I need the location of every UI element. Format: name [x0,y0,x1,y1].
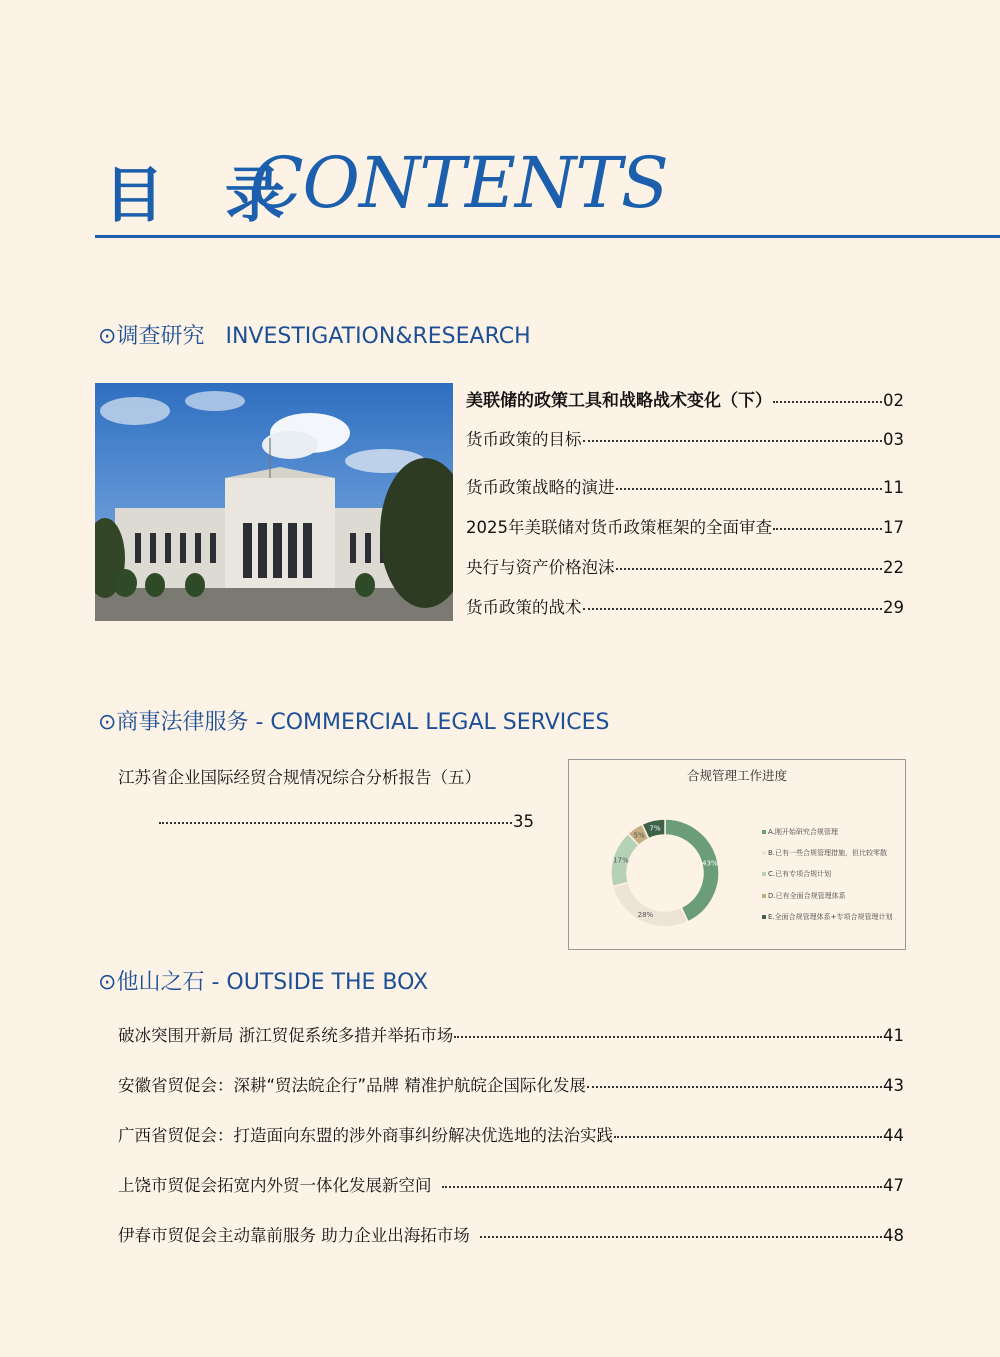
title-divider [95,235,1000,238]
legend-swatch [762,872,766,876]
donut-slice-label: 7% [649,824,661,833]
toc-item[interactable]: 2025年美联储对货币政策框架的全面审查 17 [466,518,904,537]
section-title-cn: 商事法律服务 [116,710,249,735]
legend-item [762,891,846,901]
section-title-en: - OUTSIDE THE BOX [204,970,429,995]
section-title-cn: 他山之石 [116,970,205,995]
section-heading-legal [98,705,609,736]
circle-dot-icon: ⊙ [98,710,117,735]
legend-item [762,869,831,879]
legend-label: E.全面合规管理体系+专项合规管理计划 [768,913,893,921]
donut-slice-label: 43% [702,859,718,868]
legend-label: B.已有一些合规管理措施，但比较零散 [768,849,888,857]
toc-item[interactable]: 央行与资产价格泡沫 22 [466,558,904,577]
toc-item[interactable]: 破冰突围开新局 浙江贸促系统多措并举拓市场 41 [118,1026,904,1045]
legend-item [762,848,887,858]
donut-slice-label: 5% [633,831,645,840]
legend-swatch [762,915,766,919]
legend-label: D.已有全面合规管理体系 [768,892,846,900]
page-title-cn: 目 录 [104,161,305,231]
donut-slice [613,882,688,927]
toc-list-outside [118,1022,904,1246]
section-title-en: - COMMERCIAL LEGAL SERVICES [248,710,610,735]
legend-item [762,912,893,922]
toc-item-leader[interactable]: 35 [158,812,534,831]
toc-item[interactable]: 上饶市贸促会拓宽内外贸一体化发展新空间 47 [118,1176,904,1195]
toc-item[interactable]: 货币政策的战术 29 [466,598,904,617]
toc-item[interactable]: 安徽省贸促会：深耕“贸法皖企行”品牌 精准护航皖企国际化发展 43 [118,1076,904,1095]
section-title-cn: 调查研究 [116,324,205,349]
federal-reserve-photo [95,383,453,621]
circle-dot-icon: ⊙ [98,970,117,995]
legend-swatch [762,894,766,898]
circle-dot-icon: ⊙ [98,324,117,349]
toc-item[interactable]: 货币政策战略的演进 11 [466,478,904,497]
toc-list-investigation [466,386,904,618]
toc-item[interactable]: 广西省贸促会：打造面向东盟的涉外商事纠纷解决优选地的法治实践 44 [118,1126,904,1145]
toc-item[interactable]: 美联储的政策工具和战略战术变化（下） 02 [466,391,904,411]
donut-slice-label: 17% [613,856,629,865]
toc-item-title[interactable]: 江苏省企业国际经贸合规情况综合分析报告（五） [118,768,481,787]
legend-item [762,827,838,837]
toc-item[interactable]: 货币政策的目标 03 [466,430,904,449]
toc-item[interactable]: 伊春市贸促会主动靠前服务 助力企业出海拓市场 48 [118,1226,904,1245]
section-heading-investigation [98,319,531,350]
donut-slice-label: 28% [637,911,654,920]
page-title-en: CONTENTS [250,142,668,224]
legend-swatch [762,830,766,834]
compliance-progress-chart [568,759,906,950]
donut-slice [665,819,719,922]
legend-swatch [762,851,766,855]
chart-title: 合规管理工作进度 [686,768,787,783]
section-heading-outside [98,965,428,996]
legend-label: A.刚开始研究合规管理 [768,828,838,836]
section-title-en: INVESTIGATION&RESEARCH [225,324,531,349]
legend-label: C.已有专项合规计划 [768,870,832,878]
